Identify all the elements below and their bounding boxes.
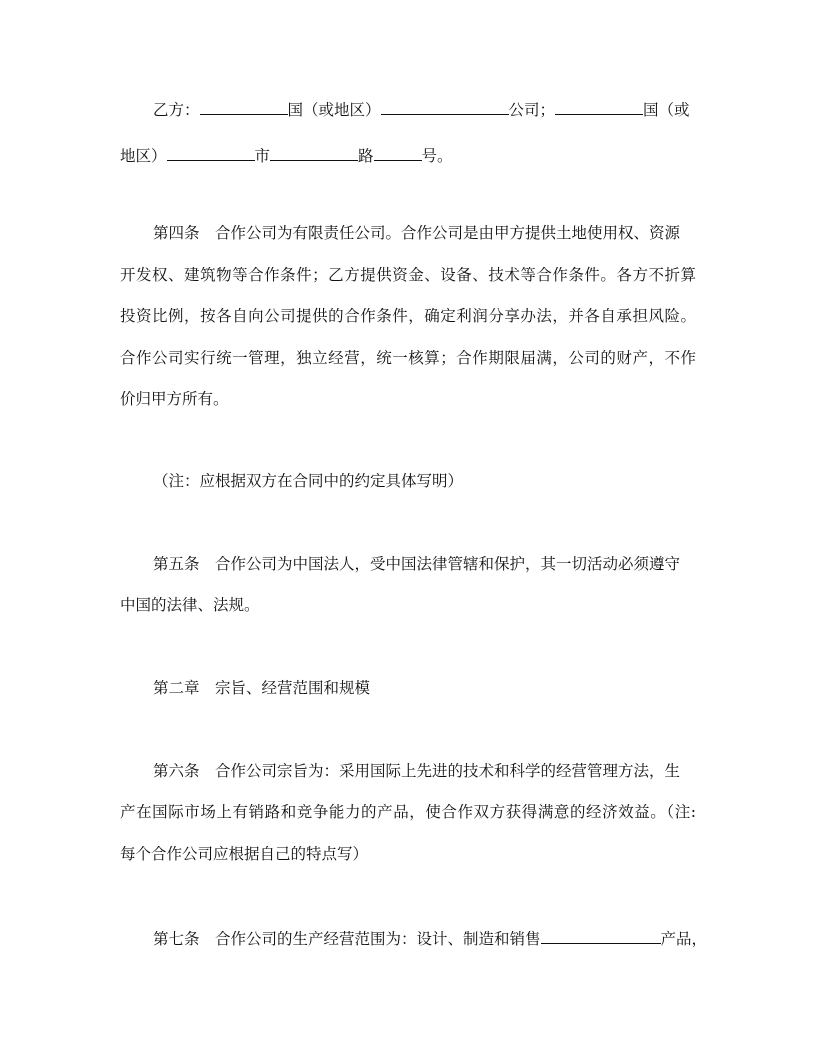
country-region-label-2b: 地区）: [120, 147, 167, 165]
country-blank[interactable]: [200, 98, 288, 115]
article-7-prefix: 第七条 合作公司的生产经营范围为：设计、制造和销售: [153, 930, 541, 948]
article-4-line-1: 第四条 合作公司为有限责任公司。合作公司是由甲方提供土地使用权、资源: [153, 224, 681, 242]
city-blank[interactable]: [270, 144, 358, 161]
number-label: 号。: [421, 147, 453, 165]
article-6-line-2: 产在国际市场上有销路和竞争能力的产品，使合作双方获得满意的经济效益。（注:: [120, 803, 696, 821]
article-6-line-1: 第六条 合作公司宗旨为：采用国际上先进的技术和科学的经营管理方法，生: [153, 762, 681, 780]
article-4-line-4: 合作公司实行统一管理，独立经营，统一核算；合作期限届满，公司的财产，不作: [120, 349, 696, 367]
party-b-line-2: [120, 144, 453, 166]
registration-country-blank[interactable]: [555, 98, 643, 115]
article-4-line-3: 投资比例，按各自向公司提供的合作条件，确定利润分享办法，并各自承担风险。: [120, 307, 696, 325]
note-specify: （注：应根据双方在合同中的约定具体写明）: [153, 472, 464, 490]
article-5-line-2: 中国的法律、法规。: [120, 596, 260, 614]
region-blank[interactable]: [167, 144, 255, 161]
road-label: 路: [358, 147, 374, 165]
article-6-line-3: 每个合作公司应根据自己的特点写）: [120, 845, 369, 863]
article-5-line-1: 第五条 合作公司为中国法人，受中国法律管辖和保护，其一切活动必须遵守: [153, 555, 681, 573]
chapter-2-heading: 第二章 宗旨、经营范围和规模: [153, 679, 371, 697]
party-b-prefix: 乙方：: [153, 101, 200, 119]
country-region-label-2a: 国（或: [643, 101, 690, 119]
road-number-blank[interactable]: [374, 144, 422, 161]
article-4-line-2: 开发权、建筑物等合作条件；乙方提供资金、设备、技术等合作条件。各方不折算: [120, 266, 696, 284]
company-label: 公司；: [508, 101, 556, 119]
product-blank[interactable]: [541, 927, 661, 944]
company-name-blank[interactable]: [381, 98, 509, 115]
party-b-line-1: [153, 98, 690, 120]
country-region-label: 国（或地区）: [287, 101, 381, 119]
article-7-suffix: 产品，: [660, 930, 708, 948]
article-7-line-1: [153, 927, 707, 949]
city-label: 市: [254, 147, 271, 165]
article-4-line-5: 价归甲方所有。: [120, 390, 229, 408]
